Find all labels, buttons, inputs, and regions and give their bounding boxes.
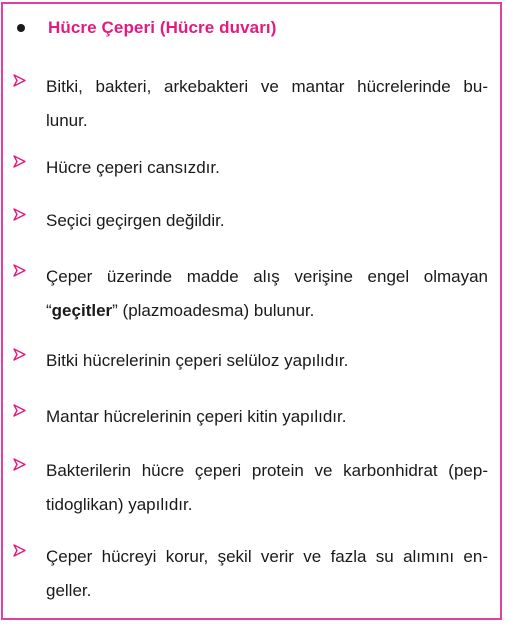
text-line: Çeper üzerinde madde alış verişine engel olmayan	[46, 267, 488, 286]
text-line: Hücre çeperi cansızdır.	[46, 158, 220, 177]
arrowhead-icon	[13, 208, 26, 221]
arrowhead-icon	[13, 348, 26, 361]
list-item-text	[46, 70, 488, 138]
bullet-icon	[17, 24, 25, 32]
list-item-text	[46, 344, 488, 378]
text-line: tidoglikan) yapılıdır.	[46, 495, 193, 514]
arrowhead-icon	[13, 264, 26, 277]
arrowhead-icon	[13, 544, 26, 557]
arrowhead-icon	[13, 404, 26, 417]
list-item-text	[46, 540, 488, 608]
list-item-text	[46, 454, 488, 522]
arrowhead-icon	[13, 155, 26, 168]
open-quote: “	[46, 301, 52, 320]
list-item-text	[46, 204, 488, 238]
arrowhead-icon	[13, 458, 26, 471]
text-line: geller.	[46, 581, 92, 600]
text-line: Çeper hücreyi korur, şekil verir ve fazla su alımını en-	[46, 547, 488, 566]
text-line: Bitki hücrelerinin çeperi selüloz yapılıdır.	[46, 351, 349, 370]
text-line: Bitki, bakteri, arkebakteri ve mantar hücrelerinde bu-	[46, 77, 488, 96]
section-heading	[13, 18, 277, 38]
list-item-text	[46, 400, 488, 434]
text-rest: ” (plazmoadesma) bulunur.	[112, 301, 315, 320]
bold-term: geçitler	[51, 301, 113, 320]
text-line: lunur.	[46, 111, 88, 130]
text-line	[46, 294, 488, 328]
content-box	[1, 2, 502, 620]
heading-title: Hücre Çeperi (Hücre duvarı)	[48, 18, 277, 37]
text-line: Seçici geçirgen değildir.	[46, 211, 225, 230]
text-line: Bakterilerin hücre çeperi protein ve karbonhidrat (pep-	[46, 461, 488, 480]
text-line: Mantar hücrelerinin çeperi kitin yapılıdır.	[46, 407, 347, 426]
list-item-text	[46, 151, 488, 185]
list-item-text	[46, 260, 488, 328]
arrowhead-icon	[13, 74, 26, 87]
